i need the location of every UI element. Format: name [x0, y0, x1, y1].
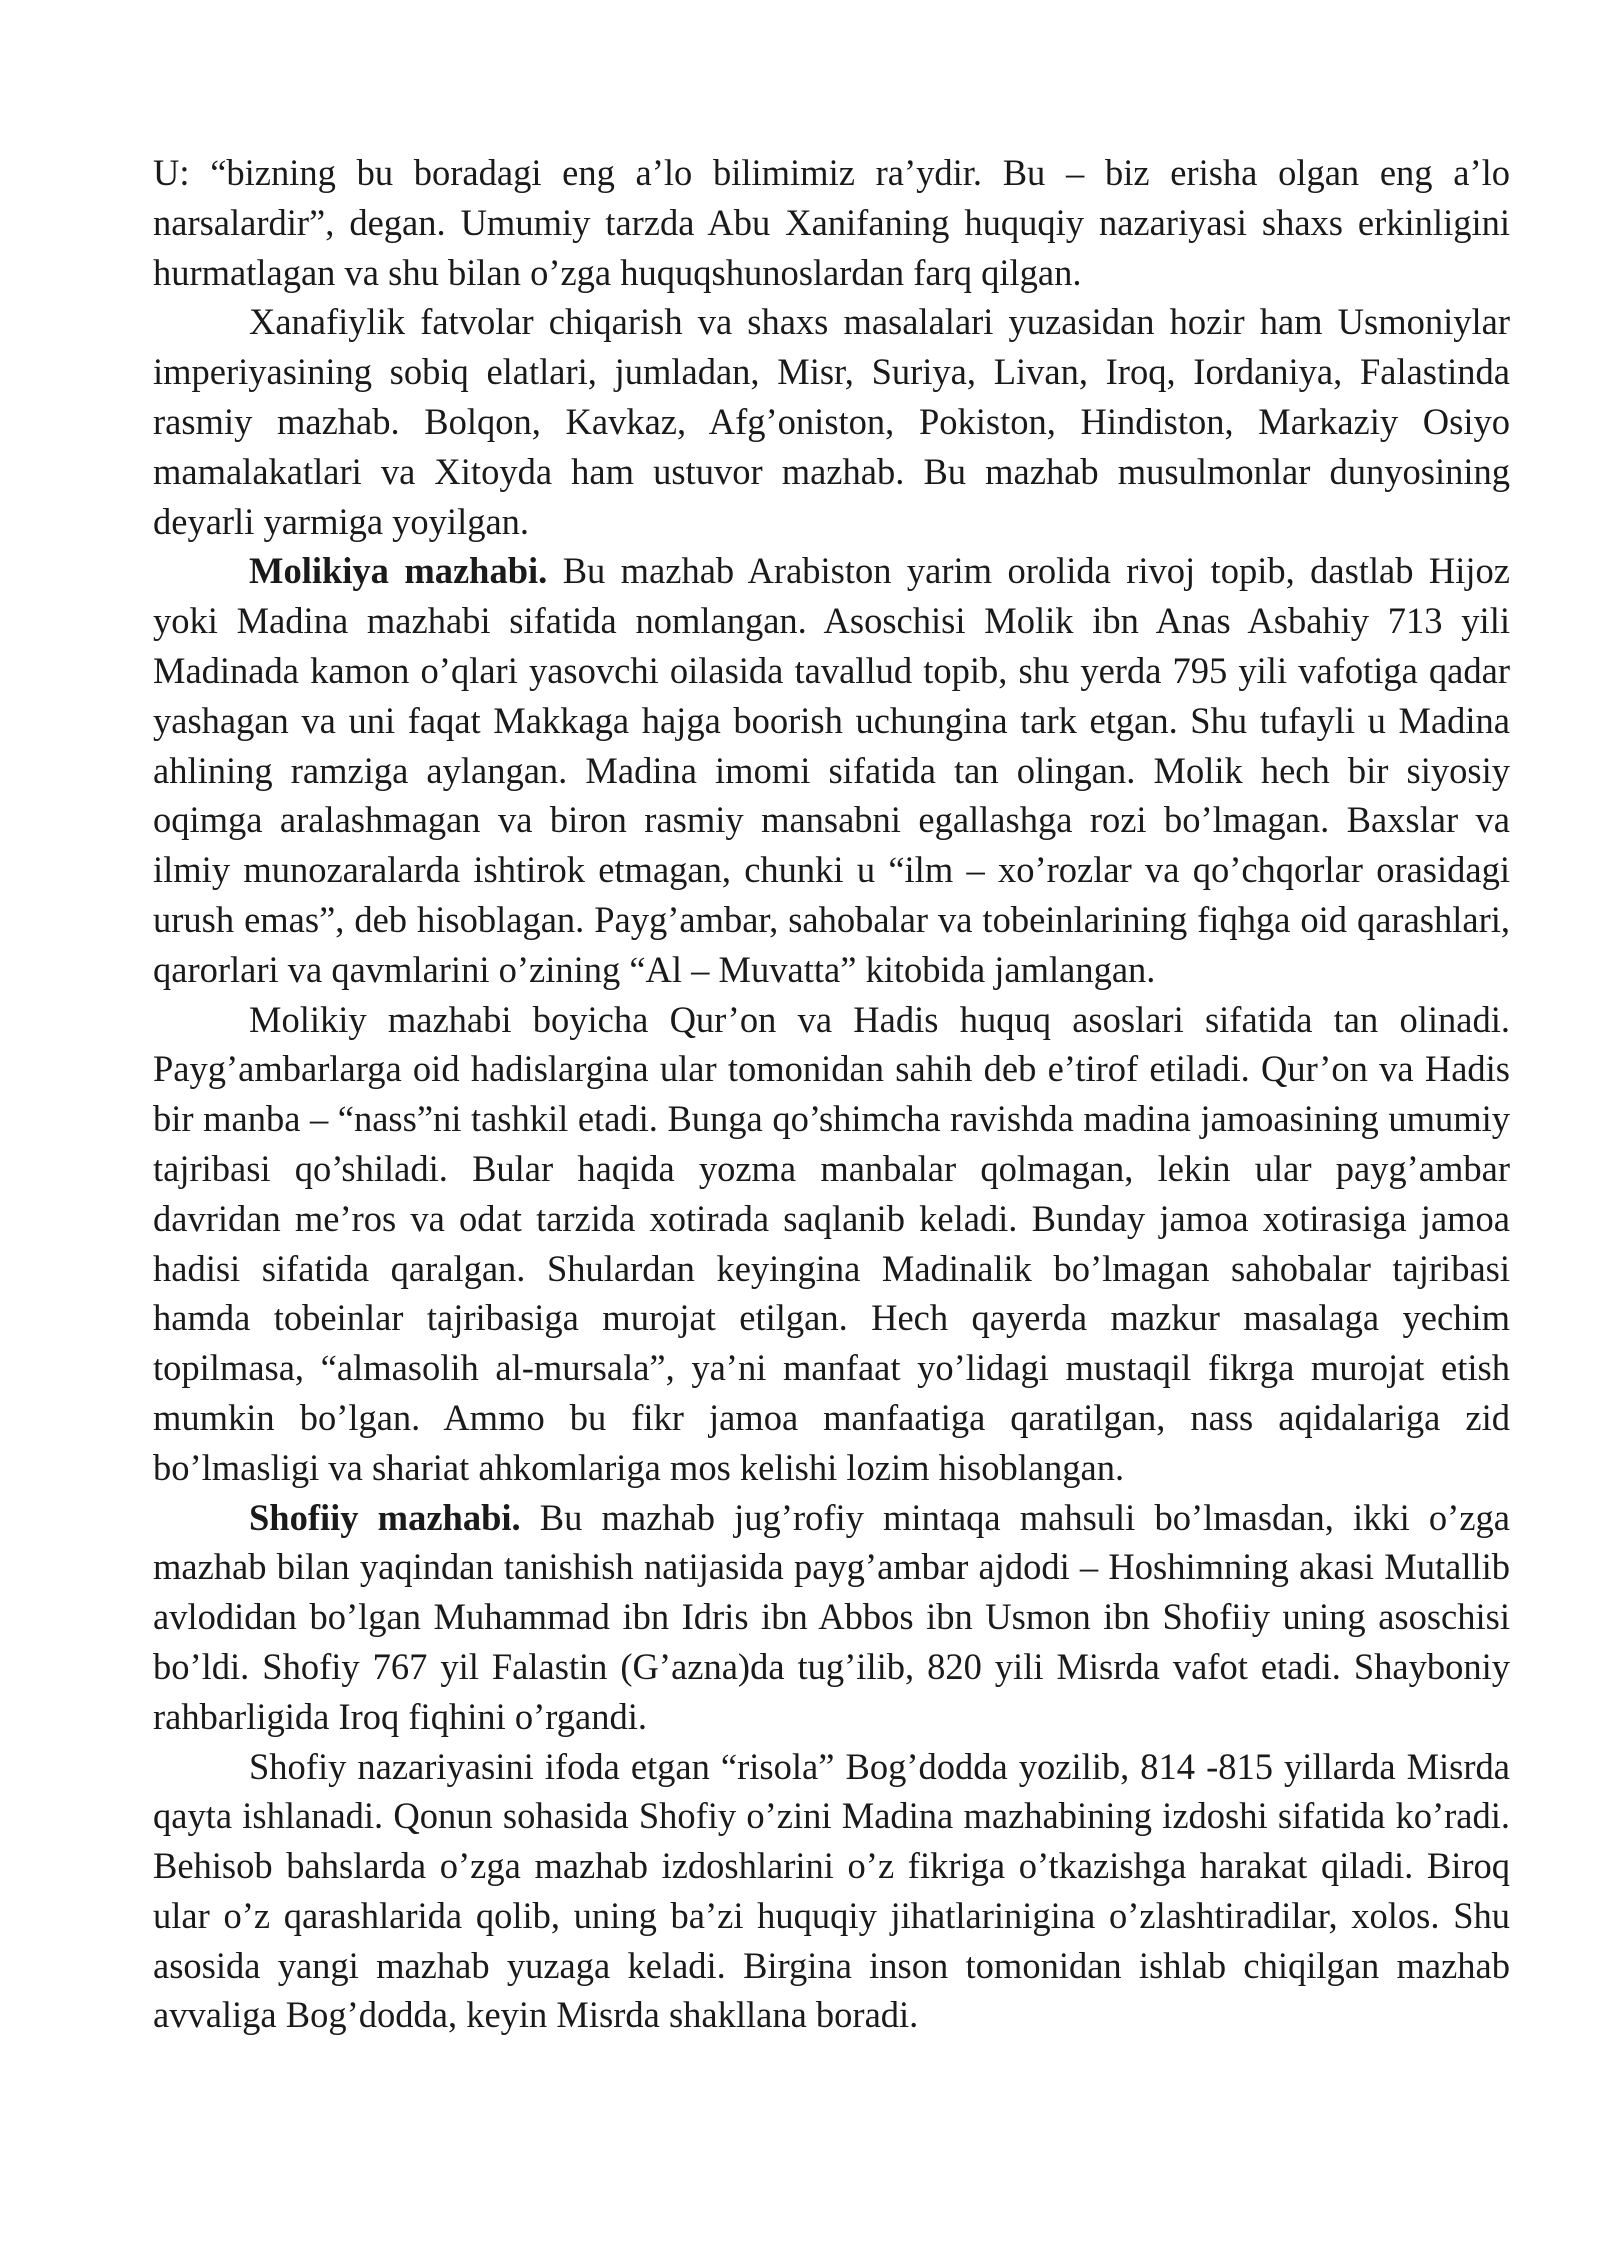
paragraph-text: Xanafiylik fatvolar chiqarish va shaxs masalalari yuzasidan hozir ham Usmoniylar imperiyasining sobiq elatlari, jumladan, Misr, Suriya, Livan, Iroq, Iordaniya, Falastinda rasmiy mazhab. Bolqon, Kavkaz, Afg’oniston, Pokiston, Hindiston, Markaziy Osiyo mamalakatlari va Xitoyda ham ustuvor mazhab. Bu mazhab musulmonlar dunyosining deyarli yarmiga yoyilgan. [153, 301, 1510, 542]
paragraph-1 [153, 148, 1510, 297]
document-page [153, 148, 1510, 2040]
paragraph-2 [153, 297, 1510, 546]
paragraph-5 [153, 1493, 1510, 1742]
paragraph-3 [153, 546, 1510, 994]
section-heading-shofiiy: Shofiiy mazhabi. [249, 1496, 521, 1538]
paragraph-6 [153, 1742, 1510, 2041]
paragraph-text: Molikiy mazhabi boyicha Qur’on va Hadis huquq asoslari sifatida tan olinadi. Payg’ambarlarga oid hadislargina ular tomonidan sahih deb e’tirof etiladi. Qur’on va Hadis bir manba – “nass”ni tashkil etadi. Bunga qo’shimcha ravishda madina jamoasining umumiy tajribasi qo’shiladi. Bular haqida yozma manbalar qolmagan, lekin ular payg’ambar davridan me’ros va odat tarzida xotirada saqlanib keladi. Bunday jamoa xotirasiga jamoa hadisi sifatida qaralgan. Shulardan keyingina Madinalik bo’lmagan sahobalar tajribasi hamda tobeinlar tajribasiga murojat etilgan. Hech qayerda mazkur masalaga yechim topilmasa, “almasolih al-mursala”, ya’ni manfaat yo’lidagi mustaqil fikrga murojat etish mumkin bo’lgan. Ammo bu fikr jamoa manfaatiga qaratilgan, nass aqidalariga zid bo’lmasligi va shariat ahkomlariga mos kelishi lozim hisoblangan. [153, 998, 1510, 1488]
paragraph-4 [153, 995, 1510, 1493]
paragraph-text: Bu mazhab jug’rofiy mintaqa mahsuli bo’lmasdan, ikki o’zga mazhab bilan yaqindan tanishish natijasida payg’ambar ajdodi – Hoshimning akasi Mutallib avlodidan bo’lgan Muhammad ibn Idris ibn Abbos ibn Usmon ibn Shofiiy uning asoschisi bo’ldi. Shofiy 767 yil Falastin (G’azna)da tug’ilib, 820 yili Misrda vafot etadi. Shayboniy rahbarligida Iroq fiqhini o’rgandi. [153, 1496, 1510, 1737]
paragraph-text: U: “bizning bu boradagi eng a’lo bilimimiz ra’ydir. Bu – biz erisha olgan eng a’lo narsalardir”, degan. Umumiy tarzda Abu Xanifaning huquqiy nazariyasi shaxs erkinligini hurmatlagan va shu bilan o’zga huquqshunoslardan farq qilgan. [153, 152, 1510, 293]
paragraph-text: Bu mazhab Arabiston yarim orolida rivoj topib, dastlab Hijoz yoki Madina mazhabi sifatida nomlangan. Asoschisi Molik ibn Anas Asbahiy 713 yili Madinada kamon o’qlari yasovchi oilasida tavallud topib, shu yerda 795 yili vafotiga qadar yashagan va uni faqat Makkaga hajga boorish uchungina tark etgan. Shu tufayli u Madina ahlining ramziga aylangan. Madina imomi sifatida tan olingan. Molik hech bir siyosiy oqimga aralashmagan va biron rasmiy mansabni egallashga rozi bo’lmagan. Baxslar va ilmiy munozaralarda ishtirok etmagan, chunki u “ilm – xo’rozlar va qo’chqorlar orasidagi urush emas”, deb hisoblagan. Payg’ambar, sahobalar va tobeinlarining fiqhga oid qarashlari, qarorlari va qavmlarini o’zining “Al – Muvatta” kitobida jamlangan. [153, 550, 1510, 990]
section-heading-molikiya: Molikiya mazhabi. [249, 550, 548, 592]
paragraph-text: Shofiy nazariyasini ifoda etgan “risola” Bog’dodda yozilib, 814 -815 yillarda Misrda qayta ishlanadi. Qonun sohasida Shofiy o’zini Madina mazhabining izdoshi sifatida ko’radi. Behisob bahslarda o’zga mazhab izdoshlarini o’z fikriga o’tkazishga harakat qiladi. Biroq ular o’z qarashlarida qolib, uning ba’zi huquqiy jihatlarinigina o’zlashtiradilar, xolos. Shu asosida yangi mazhab yuzaga keladi. Birgina inson tomonidan ishlab chiqilgan mazhab avvaliga Bog’dodda, keyin Misrda shakllana boradi. [153, 1745, 1510, 2036]
